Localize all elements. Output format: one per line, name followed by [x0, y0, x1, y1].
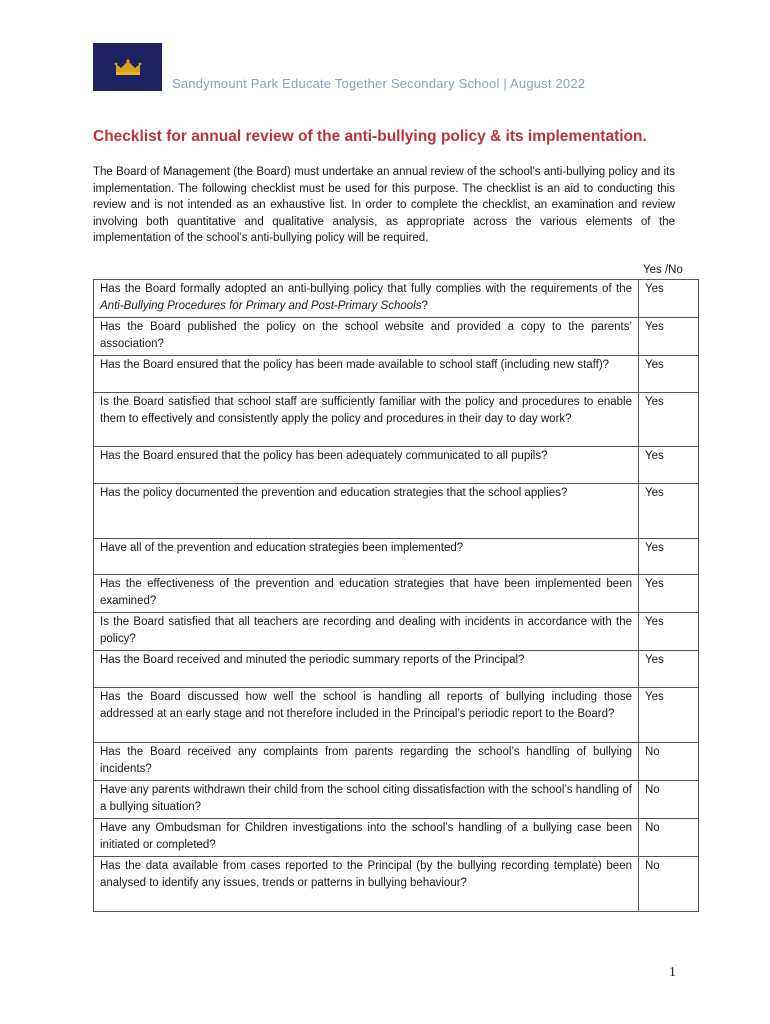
page-number: 1	[669, 965, 676, 980]
question-cell: Have all of the prevention and education strategies been implemented?	[94, 539, 639, 575]
answer-cell: Yes	[639, 613, 699, 651]
school-logo	[93, 43, 162, 91]
question-cell: Have any Ombudsman for Children investigations into the school’s handling of a bullying case been initiated or completed?	[94, 819, 639, 857]
table-row	[94, 819, 699, 857]
answer-cell: Yes	[639, 688, 699, 743]
question-cell: Have any parents withdrawn their child from the school citing dissatisfaction with the school’s handling of a bullying situation?	[94, 781, 639, 819]
question-cell: Has the Board published the policy on the school website and provided a copy to the parents’ association?	[94, 318, 639, 356]
question-cell: Is the Board satisfied that all teachers are recording and dealing with incidents in accordance with the policy?	[94, 613, 639, 651]
table-row	[94, 447, 699, 484]
answer-cell: Yes	[639, 280, 699, 318]
checklist-table	[93, 279, 699, 912]
answer-cell: Yes	[639, 575, 699, 613]
page-title: Checklist for annual review of the anti-bullying policy & its implementation.	[93, 128, 647, 145]
question-cell: Is the Board satisfied that school staff are sufficiently familiar with the policy and procedures to enable them to effectively and consistently apply the policy and procedures in their day to day work?	[94, 393, 639, 447]
table-row	[94, 613, 699, 651]
answer-cell: No	[639, 743, 699, 781]
intro-paragraph: The Board of Management (the Board) must undertake an annual review of the school’s anti-bullying policy and its implementation. The following checklist must be used for this purpose. The checklist is an aid to conducting this review and is not intended as an exhaustive list. In order to complete the checklist, an examination and review involving both quantitative and qualitative analysis, as appropriate across the various elements of the implementation of the school’s anti-bullying policy will be required.	[93, 166, 675, 244]
question-cell: Has the effectiveness of the prevention and education strategies that have been implemented been examined?	[94, 575, 639, 613]
answer-cell: Yes	[639, 651, 699, 688]
table-row	[94, 356, 699, 393]
answer-cell: No	[639, 819, 699, 857]
crown-icon	[113, 58, 143, 76]
document-header: Sandymount Park Educate Together Secondary School | August 2022	[172, 76, 586, 91]
question-cell: Has the Board received and minuted the periodic summary reports of the Principal?	[94, 651, 639, 688]
table-row	[94, 651, 699, 688]
table-row	[94, 781, 699, 819]
table-row	[94, 743, 699, 781]
table-row	[94, 280, 699, 318]
question-cell: Has the Board received any complaints from parents regarding the school’s handling of bullying incidents?	[94, 743, 639, 781]
answer-column-header: Yes /No	[643, 264, 683, 276]
answer-cell: Yes	[639, 447, 699, 484]
answer-cell: Yes	[639, 356, 699, 393]
question-cell: Has the data available from cases reported to the Principal (by the bullying recording template) been analysed to identify any issues, trends or patterns in bullying behaviour?	[94, 857, 639, 912]
table-row	[94, 393, 699, 447]
table-row	[94, 575, 699, 613]
table-row	[94, 857, 699, 912]
answer-cell: Yes	[639, 484, 699, 539]
question-text: Has the Board formally adopted an anti-bullying policy that fully complies with the requirements of the	[100, 283, 632, 295]
question-cell: Has the policy documented the prevention and education strategies that the school applies?	[94, 484, 639, 539]
answer-cell: Yes	[639, 393, 699, 447]
question-text-end: ?	[421, 299, 428, 312]
question-cell	[94, 280, 639, 318]
table-row	[94, 539, 699, 575]
answer-cell: Yes	[639, 539, 699, 575]
answer-cell: No	[639, 781, 699, 819]
question-cell: Has the Board ensured that the policy has been adequately communicated to all pupils?	[94, 447, 639, 484]
question-cell: Has the Board discussed how well the school is handling all reports of bullying including those addressed at an early stage and not therefore included in the Principal’s periodic report to the Board?	[94, 688, 639, 743]
document-reference: Anti-Bullying Procedures for Primary and Post-Primary Schools	[100, 299, 422, 312]
table-row	[94, 318, 699, 356]
answer-cell: No	[639, 857, 699, 912]
table-row	[94, 484, 699, 539]
answer-cell: Yes	[639, 318, 699, 356]
table-row	[94, 688, 699, 743]
question-cell: Has the Board ensured that the policy has been made available to school staff (including new staff)?	[94, 356, 639, 393]
